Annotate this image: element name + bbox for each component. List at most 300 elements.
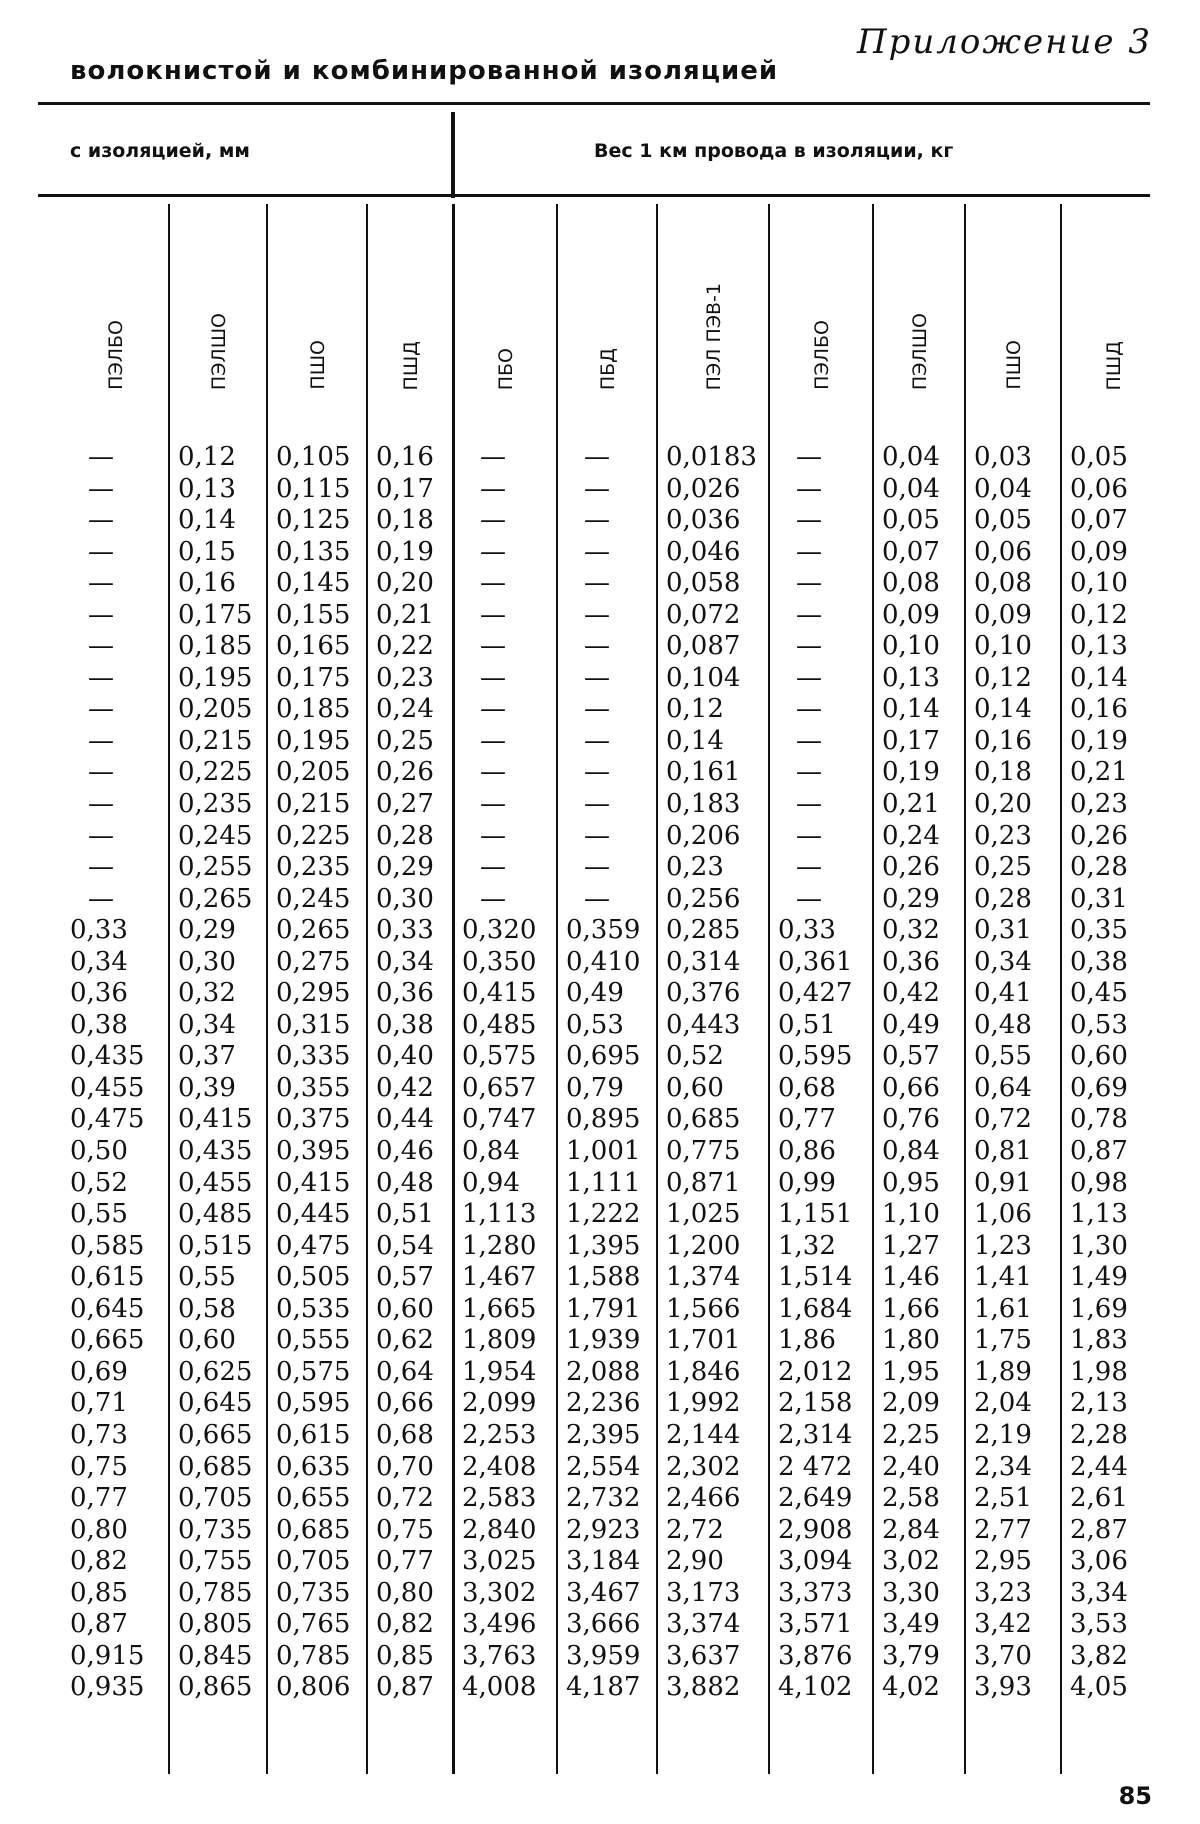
table-cell: 0,25 — [376, 725, 434, 756]
table-cell: — — [88, 789, 114, 820]
table-cell: 0,87 — [70, 1609, 128, 1640]
column-header-psho-w — [966, 205, 1062, 390]
table-cell: 0,60 — [376, 1293, 434, 1324]
table-cell: 0,08 — [974, 568, 1032, 599]
table-cell: 0,255 — [178, 852, 253, 883]
table-cell: 1,98 — [1070, 1356, 1128, 1387]
table-cell: 0,16 — [974, 725, 1032, 756]
table-cell: 0,23 — [376, 662, 434, 693]
table-cell: 0,435 — [178, 1136, 253, 1167]
table-cell: 0,13 — [882, 662, 940, 693]
column-header-label: ПЭЛШО — [208, 312, 230, 390]
table-cell: 2 472 — [778, 1451, 853, 1482]
column-header-pbd — [558, 205, 658, 390]
table-cell: 0,77 — [778, 1104, 836, 1135]
table-cell: 0,747 — [462, 1104, 537, 1135]
table-cell: 0,806 — [276, 1672, 351, 1703]
column-values-pelsho — [178, 442, 266, 1704]
table-cell: 1,111 — [566, 1167, 641, 1198]
table-cell: 0,81 — [974, 1136, 1032, 1167]
table-cell: 0,19 — [882, 757, 940, 788]
table-cell: 3,79 — [882, 1640, 940, 1671]
column-header-pelbo-w — [770, 205, 874, 390]
table-cell: 0,935 — [70, 1672, 145, 1703]
table-cell: 0,410 — [566, 946, 641, 977]
table-cell: — — [88, 694, 114, 725]
table-cell: 0,615 — [276, 1419, 351, 1450]
table-cell: 0,415 — [276, 1167, 351, 1198]
table-cell: 2,554 — [566, 1451, 641, 1482]
column-header-label: ПШО — [1003, 340, 1025, 390]
table-cell: 2,732 — [566, 1483, 641, 1514]
table-cell: 0,161 — [666, 757, 741, 788]
table-cell: 0,35 — [1070, 915, 1128, 946]
table-cell: 0,82 — [70, 1546, 128, 1577]
table-cell: 0,72 — [376, 1483, 434, 1514]
table-cell: 0,06 — [1070, 473, 1128, 504]
table-cell: 0,86 — [778, 1136, 836, 1167]
table-cell: 2,088 — [566, 1356, 641, 1387]
table-cell: 0,10 — [974, 631, 1032, 662]
table-cell: 0,427 — [778, 978, 853, 1009]
column-header-label: ПЭЛБО — [105, 320, 127, 390]
column-header-label: ПЭЛБО — [811, 320, 833, 390]
table-cell: 1,222 — [566, 1199, 641, 1230]
table-cell: 0,30 — [178, 946, 236, 977]
table-cell: 0,26 — [1070, 820, 1128, 851]
table-cell: 2,72 — [666, 1514, 724, 1545]
table-cell: 0,072 — [666, 599, 741, 630]
table-cell: — — [584, 631, 610, 662]
table-cell: 0,80 — [70, 1514, 128, 1545]
table-cell: 0,29 — [882, 883, 940, 914]
table-cell: 0,15 — [178, 536, 236, 567]
column-header-pel-pev1 — [658, 205, 770, 390]
column-divider — [768, 204, 770, 1774]
top-rule — [38, 102, 1150, 105]
table-cell: 0,80 — [376, 1577, 434, 1608]
table-cell: 0,19 — [376, 536, 434, 567]
table-cell: 1,113 — [462, 1199, 537, 1230]
table-cell: 0,585 — [70, 1230, 145, 1261]
table-cell: 0,08 — [882, 568, 940, 599]
table-cell: 1,374 — [666, 1262, 741, 1293]
table-cell: 2,61 — [1070, 1483, 1128, 1514]
table-cell: 0,615 — [70, 1262, 145, 1293]
table-cell: 0,36 — [70, 978, 128, 1009]
table-cell: 0,485 — [178, 1199, 253, 1230]
table-cell: 0,10 — [1070, 568, 1128, 599]
table-cell: 2,158 — [778, 1388, 853, 1419]
table-cell: 3,373 — [778, 1577, 853, 1608]
table-cell: 0,29 — [178, 915, 236, 946]
table-cell: 0,17 — [376, 473, 434, 504]
column-divider — [168, 204, 170, 1774]
table-cell: 1,025 — [666, 1199, 741, 1230]
table-cell: — — [584, 883, 610, 914]
table-cell: 0,82 — [376, 1609, 434, 1640]
table-cell: 0,206 — [666, 820, 741, 851]
table-cell: 1,95 — [882, 1356, 940, 1387]
table-cell: 0,60 — [666, 1072, 724, 1103]
table-title: волокнистой и комбинированной изоляцией — [70, 56, 779, 86]
table-cell: 0,13 — [1070, 631, 1128, 662]
table-cell: — — [88, 662, 114, 693]
table-cell: 0,66 — [882, 1072, 940, 1103]
table-cell: 0,657 — [462, 1072, 537, 1103]
table-cell: 0,275 — [276, 946, 351, 977]
table-cell: 0,046 — [666, 536, 741, 567]
table-cell: — — [584, 725, 610, 756]
table-cell: 0,72 — [974, 1104, 1032, 1135]
table-cell: 1,588 — [566, 1262, 641, 1293]
column-divider — [556, 204, 558, 1774]
table-cell: 0,245 — [276, 883, 351, 914]
table-cell: 0,29 — [376, 852, 434, 883]
table-cell: 0,68 — [778, 1072, 836, 1103]
table-cell: 0,79 — [566, 1072, 624, 1103]
table-cell: 0,41 — [974, 978, 1032, 1009]
column-header-label: ПШД — [1102, 340, 1125, 390]
column-header-label: ПБД — [597, 347, 619, 390]
table-cell: 2,95 — [974, 1546, 1032, 1577]
table-cell: 0,335 — [276, 1041, 351, 1072]
table-cell: 3,959 — [566, 1640, 641, 1671]
table-cell: 2,87 — [1070, 1514, 1128, 1545]
table-cell: 0,183 — [666, 789, 741, 820]
table-cell: 0,57 — [882, 1041, 940, 1072]
table-cell: 3,374 — [666, 1609, 741, 1640]
column-values-pshd-w — [1070, 442, 1163, 1704]
table-cell: 2,44 — [1070, 1451, 1128, 1482]
table-cell: 0,78 — [1070, 1104, 1128, 1135]
table-cell: 1,30 — [1070, 1230, 1128, 1261]
column-values-pbd — [566, 442, 656, 1704]
table-cell: 3,02 — [882, 1546, 940, 1577]
table-cell: 0,99 — [778, 1167, 836, 1198]
table-cell: — — [584, 757, 610, 788]
table-cell: — — [480, 820, 506, 851]
table-cell: 0,55 — [974, 1041, 1032, 1072]
table-cell: 0,17 — [882, 725, 940, 756]
table-cell: 0,42 — [376, 1072, 434, 1103]
table-cell: 0,28 — [1070, 852, 1128, 883]
table-cell: 2,253 — [462, 1419, 537, 1450]
table-cell: 0,94 — [462, 1167, 520, 1198]
table-cell: 0,53 — [566, 1009, 624, 1040]
table-cell: 0,655 — [276, 1483, 351, 1514]
table-cell: 0,314 — [666, 946, 741, 977]
table-cell: — — [480, 852, 506, 883]
table-cell: 1,151 — [778, 1199, 853, 1230]
table-cell: 0,595 — [276, 1388, 351, 1419]
table-cell: 0,33 — [778, 915, 836, 946]
table-cell: 0,350 — [462, 946, 537, 977]
table-cell: 0,535 — [276, 1293, 351, 1324]
table-cell: 2,09 — [882, 1388, 940, 1419]
table-cell: 0,70 — [376, 1451, 434, 1482]
table-cell: 0,785 — [178, 1577, 253, 1608]
table-cell: 1,23 — [974, 1230, 1032, 1261]
table-cell: 0,104 — [666, 662, 741, 693]
table-cell: 2,302 — [666, 1451, 741, 1482]
column-header-pbo — [454, 205, 558, 390]
table-cell: 0,54 — [376, 1230, 434, 1261]
table-cell: 0,57 — [376, 1262, 434, 1293]
column-header-label: ПШО — [307, 340, 329, 390]
table-cell: 1,939 — [566, 1325, 641, 1356]
table-cell: 0,22 — [376, 631, 434, 662]
diameter-group-label: с изоляцией, мм — [70, 140, 250, 162]
table-cell: 1,467 — [462, 1262, 537, 1293]
table-cell: 0,23 — [974, 820, 1032, 851]
table-cell: — — [584, 694, 610, 725]
table-cell: 0,42 — [882, 978, 940, 1009]
table-cell: 0,14 — [1070, 662, 1128, 693]
table-cell: 0,58 — [178, 1293, 236, 1324]
column-divider — [872, 204, 874, 1774]
table-cell: 0,77 — [70, 1483, 128, 1514]
table-cell: 0,05 — [882, 505, 940, 536]
table-cell: 0,376 — [666, 978, 741, 1009]
table-cell: — — [88, 473, 114, 504]
table-cell: 0,95 — [882, 1167, 940, 1198]
group-header-rule — [38, 194, 1150, 197]
table-cell: 0,505 — [276, 1262, 351, 1293]
table-cell: 1,89 — [974, 1356, 1032, 1387]
table-cell: 2,84 — [882, 1514, 940, 1545]
table-cell: 0,415 — [462, 978, 537, 1009]
table-cell: 3,571 — [778, 1609, 853, 1640]
table-cell: 0,225 — [178, 757, 253, 788]
table-cell: 2,314 — [778, 1419, 853, 1450]
table-cell: 0,69 — [70, 1356, 128, 1387]
table-cell: 4,02 — [882, 1672, 940, 1703]
table-cell: 0,71 — [70, 1388, 128, 1419]
table-cell: 0,105 — [276, 442, 351, 472]
table-cell: — — [88, 820, 114, 851]
table-cell: 0,62 — [376, 1325, 434, 1356]
table-cell: 0,51 — [778, 1009, 836, 1040]
table-cell: 0,155 — [276, 599, 351, 630]
table-cell: 0,20 — [376, 568, 434, 599]
table-cell: 0,76 — [882, 1104, 940, 1135]
table-cell: — — [796, 442, 822, 472]
table-cell: 0,85 — [70, 1577, 128, 1608]
table-cell: — — [88, 505, 114, 536]
column-values-pbo — [462, 442, 556, 1704]
table-cell: 0,685 — [178, 1451, 253, 1482]
group-divider — [451, 112, 455, 198]
table-cell: 3,42 — [974, 1609, 1032, 1640]
table-cell: — — [796, 852, 822, 883]
table-cell: 3,30 — [882, 1577, 940, 1608]
table-cell: 0,55 — [178, 1262, 236, 1293]
table-cell: — — [480, 599, 506, 630]
table-cell: 0,09 — [974, 599, 1032, 630]
column-header-label: ПЭЛ ПЭВ-1 — [703, 282, 725, 390]
column-values-pelbo-w — [778, 442, 872, 1704]
table-cell: 0,26 — [376, 757, 434, 788]
table-cell: 0,575 — [276, 1356, 351, 1387]
table-cell: 0,320 — [462, 915, 537, 946]
column-header-pshd-w — [1062, 205, 1165, 390]
table-cell: 0,443 — [666, 1009, 741, 1040]
table-cell: 2,466 — [666, 1483, 741, 1514]
table-cell: 0,34 — [178, 1009, 236, 1040]
table-cell: 0,915 — [70, 1640, 145, 1671]
table-cell: 0,175 — [178, 599, 253, 630]
table-cell: 0,555 — [276, 1325, 351, 1356]
table-cell: 1,83 — [1070, 1325, 1128, 1356]
table-cell: 0,53 — [1070, 1009, 1128, 1040]
table-cell: 4,05 — [1070, 1672, 1128, 1703]
table-cell: 3,876 — [778, 1640, 853, 1671]
table-cell: 1,86 — [778, 1325, 836, 1356]
table-cell: 0,98 — [1070, 1167, 1128, 1198]
table-cell: — — [796, 694, 822, 725]
table-cell: 0,69 — [1070, 1072, 1128, 1103]
table-cell: 0,14 — [974, 694, 1032, 725]
table-cell: 1,791 — [566, 1293, 641, 1324]
table-cell: 0,75 — [376, 1514, 434, 1545]
table-cell: 0,295 — [276, 978, 351, 1009]
table-cell: 3,496 — [462, 1609, 537, 1640]
table-cell: 0,09 — [1070, 536, 1128, 567]
table-cell: — — [796, 473, 822, 504]
table-cell: 0,12 — [1070, 599, 1128, 630]
table-cell: 0,10 — [882, 631, 940, 662]
table-cell: — — [480, 883, 506, 914]
table-cell: 0,475 — [276, 1230, 351, 1261]
table-cell: 0,24 — [376, 694, 434, 725]
table-cell: — — [88, 536, 114, 567]
table-cell: 0,235 — [178, 789, 253, 820]
table-cell: 0,265 — [276, 915, 351, 946]
table-cell: 3,184 — [566, 1546, 641, 1577]
table-cell: 0,361 — [778, 946, 853, 977]
table-cell: 0,24 — [882, 820, 940, 851]
table-cell: 0,595 — [778, 1041, 853, 1072]
table-cell: 0,205 — [276, 757, 351, 788]
table-cell: 0,165 — [276, 631, 351, 662]
table-cell: 0,765 — [276, 1609, 351, 1640]
table-cell: 3,637 — [666, 1640, 741, 1671]
table-cell: 0,20 — [974, 789, 1032, 820]
table-cell: 0,225 — [276, 820, 351, 851]
table-cell: 0,455 — [178, 1167, 253, 1198]
table-cell: 0,32 — [178, 978, 236, 1009]
table-cell: 2,923 — [566, 1514, 641, 1545]
column-header-psho — [268, 205, 368, 390]
table-cell: 0,285 — [666, 915, 741, 946]
table-cell: 0,12 — [974, 662, 1032, 693]
table-cell: — — [480, 725, 506, 756]
table-cell: 0,48 — [974, 1009, 1032, 1040]
table-cell: 0,34 — [376, 946, 434, 977]
table-cell: 0,26 — [882, 852, 940, 883]
table-cell: — — [480, 757, 506, 788]
table-cell: 3,173 — [666, 1577, 741, 1608]
table-cell: 1,80 — [882, 1325, 940, 1356]
table-cell: — — [584, 568, 610, 599]
table-cell: — — [584, 789, 610, 820]
table-cell: 0,04 — [974, 473, 1032, 504]
table-cell: 0,845 — [178, 1640, 253, 1671]
table-cell: 0,50 — [70, 1136, 128, 1167]
table-cell: — — [88, 725, 114, 756]
table-cell: 0,39 — [178, 1072, 236, 1103]
table-cell: 2,144 — [666, 1419, 741, 1450]
table-cell: 1,32 — [778, 1230, 836, 1261]
table-cell: 0,91 — [974, 1167, 1032, 1198]
table-cell: 0,66 — [376, 1388, 434, 1419]
table-cell: — — [480, 789, 506, 820]
table-cell: — — [796, 757, 822, 788]
table-cell: 2,649 — [778, 1483, 853, 1514]
table-cell: 0,635 — [276, 1451, 351, 1482]
table-cell: 0,36 — [376, 978, 434, 1009]
table-cell: 0,33 — [376, 915, 434, 946]
table-cell: 0,45 — [1070, 978, 1128, 1009]
table-cell: 0,64 — [974, 1072, 1032, 1103]
table-cell: 0,485 — [462, 1009, 537, 1040]
table-cell: — — [796, 725, 822, 756]
table-cell: 0,265 — [178, 883, 253, 914]
table-cell: — — [796, 789, 822, 820]
table-cell: 0,13 — [178, 473, 236, 504]
table-cell: 0,215 — [276, 789, 351, 820]
table-cell: 3,93 — [974, 1672, 1032, 1703]
table-cell: — — [584, 442, 610, 472]
table-cell: — — [584, 662, 610, 693]
table-cell: 0,735 — [178, 1514, 253, 1545]
table-cell: 0,30 — [376, 883, 434, 914]
table-cell: 0,28 — [974, 883, 1032, 914]
table-cell: 0,28 — [376, 820, 434, 851]
table-cell: 1,954 — [462, 1356, 537, 1387]
table-cell: 0,51 — [376, 1199, 434, 1230]
column-header-pelsho-w — [874, 205, 966, 390]
table-cell: 3,49 — [882, 1609, 940, 1640]
table-cell: 0,52 — [70, 1167, 128, 1198]
table-cell: — — [480, 662, 506, 693]
table-cell: 1,61 — [974, 1293, 1032, 1324]
table-cell: 0,16 — [178, 568, 236, 599]
table-cell: 3,763 — [462, 1640, 537, 1671]
table-cell: 0,475 — [70, 1104, 145, 1135]
table-cell: 0,33 — [70, 915, 128, 946]
table-cell: 3,025 — [462, 1546, 537, 1577]
table-cell: 0,026 — [666, 473, 741, 504]
table-cell: 0,16 — [1070, 694, 1128, 725]
table-cell: — — [88, 852, 114, 883]
table-cell: 0,895 — [566, 1104, 641, 1135]
table-cell: 0,36 — [882, 946, 940, 977]
table-cell: 0,145 — [276, 568, 351, 599]
table-cell: 2,51 — [974, 1483, 1032, 1514]
table-cell: 0,38 — [70, 1009, 128, 1040]
table-cell: 1,41 — [974, 1262, 1032, 1293]
table-cell: 0,315 — [276, 1009, 351, 1040]
table-cell: 0,03 — [974, 442, 1032, 472]
table-cell: 0,735 — [276, 1577, 351, 1608]
table-cell: 3,882 — [666, 1672, 741, 1703]
table-cell: 2,236 — [566, 1388, 641, 1419]
table-cell: 0,21 — [1070, 757, 1128, 788]
table-cell: — — [480, 473, 506, 504]
table-cell: 0,665 — [70, 1325, 145, 1356]
